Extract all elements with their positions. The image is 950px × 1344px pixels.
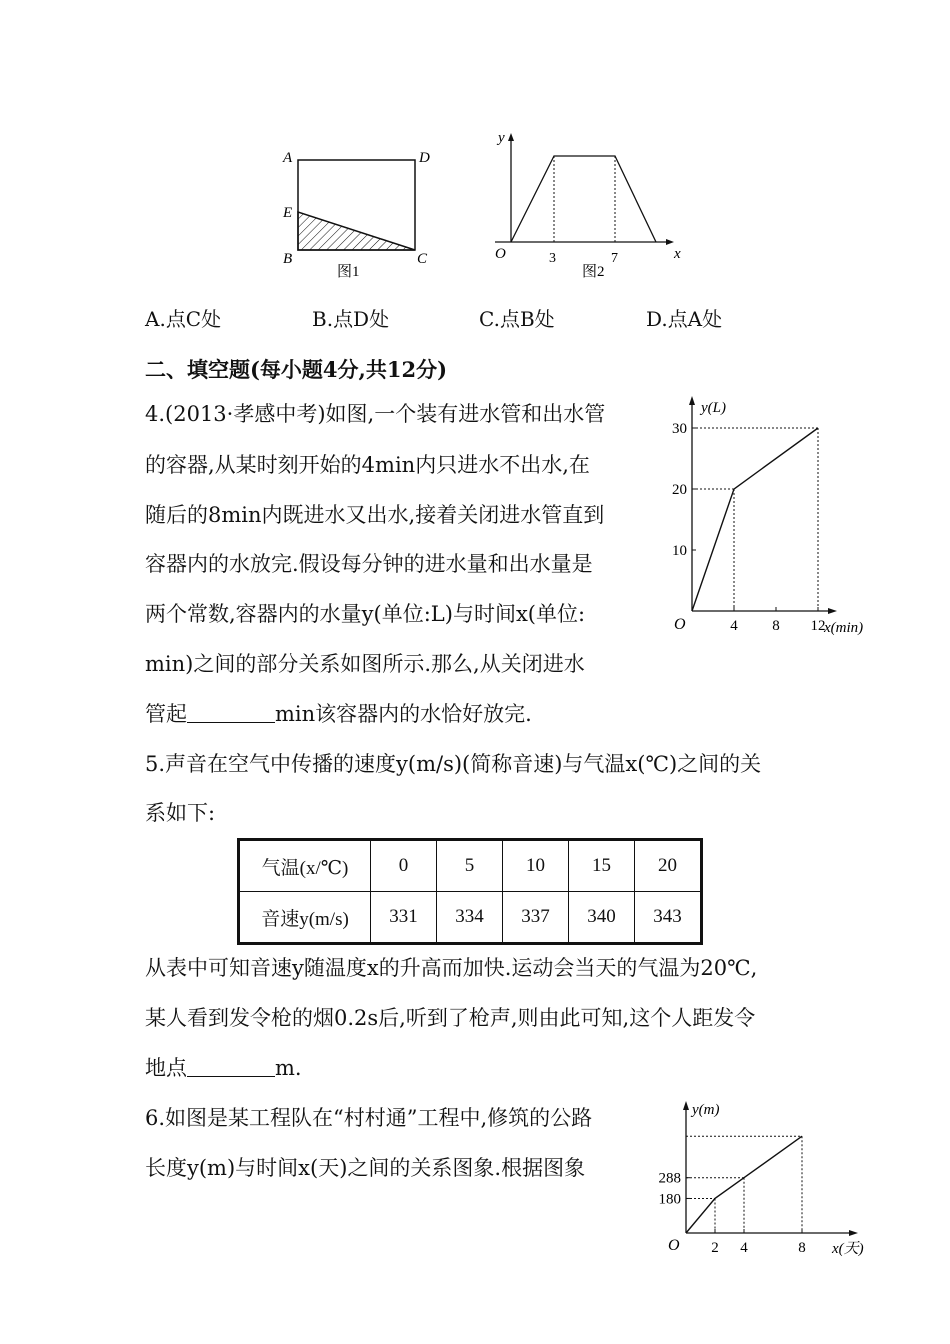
fig2-x-arrow xyxy=(666,239,674,245)
q4-line-5: 两个常数,容器内的水量y(单位:L)与时间x(单位: xyxy=(145,602,586,626)
chart2-y-label: y(m) xyxy=(692,1102,720,1118)
choice-d xyxy=(646,303,722,332)
fig2-tick-7: 7 xyxy=(611,251,618,266)
q4-line-6: min)之间的部分关系如图所示.那么,从关闭进水 xyxy=(145,652,585,676)
chart1-x-arrow xyxy=(828,608,837,614)
q4-line-2: 的容器,从某时刻开始的4min内只进水不出水,在 xyxy=(145,453,590,477)
q4-line-4: 容器内的水放完.假设每分钟的进水量和出水量是 xyxy=(145,552,593,576)
q5-before-blank: 地点 xyxy=(145,1056,187,1080)
q5-line-1: 5.声音在空气中传播的速度y(m/s)(简称音速)与气温x(℃)之间的关 xyxy=(145,752,762,776)
q5-line-4: 某人看到发令枪的烟0.2s后,听到了枪声,则由此可知,这个人距发令 xyxy=(145,1006,756,1030)
label-c: C xyxy=(417,251,428,267)
table-cell: 15 xyxy=(569,840,635,892)
sound-speed-table xyxy=(237,838,703,945)
fig2-y-label: y xyxy=(498,130,505,146)
fig2-y-arrow xyxy=(508,133,514,141)
table-header-label: 气温(x/℃) xyxy=(239,840,371,892)
section-heading: 二、填空题(每小题4分,共12分) xyxy=(145,357,448,382)
q5-after-blank: m. xyxy=(275,1056,302,1080)
label-d: D xyxy=(419,150,430,166)
q4-line-3: 随后的8min内既进水又出水,接着关闭进水管直到 xyxy=(145,503,605,527)
table-cell: 20 xyxy=(635,840,702,892)
q4-chart xyxy=(660,390,885,640)
table-row-label: 音速y(m/s) xyxy=(239,892,371,944)
table-cell: 5 xyxy=(437,840,503,892)
q5-answer-blank[interactable] xyxy=(187,1058,275,1077)
label-e: E xyxy=(283,205,293,221)
y-tick-label: 10 xyxy=(672,543,687,559)
x-tick-label: 2 xyxy=(711,1240,719,1256)
q5-line-5 xyxy=(145,1058,302,1079)
label-b: B xyxy=(283,251,293,267)
choice-letter: A. xyxy=(145,307,166,331)
q6-chart xyxy=(650,1095,880,1265)
choice-text: 点A处 xyxy=(667,307,723,331)
fig2-x-label: x xyxy=(674,246,681,262)
table-cell: 331 xyxy=(371,892,437,944)
x-tick-label: 12 xyxy=(810,618,826,634)
chart1-marks xyxy=(672,421,826,634)
choice-b xyxy=(312,303,389,332)
chart1-origin: O xyxy=(674,616,686,633)
y-tick-label: 30 xyxy=(672,421,687,437)
choice-c xyxy=(479,303,555,332)
choice-a xyxy=(145,303,221,332)
x-tick-label: 4 xyxy=(740,1240,748,1256)
fig2-origin: O xyxy=(495,246,506,262)
q4-before-blank: 管起 xyxy=(145,702,187,726)
fig1-caption: 图1 xyxy=(337,264,360,280)
table-row xyxy=(239,840,702,892)
table-cell: 0 xyxy=(371,840,437,892)
x-tick-label: 8 xyxy=(772,618,780,634)
x-tick-label: 8 xyxy=(798,1240,806,1256)
chart1-y-label: y(L) xyxy=(701,400,726,416)
q4-after-blank: min该容器内的水恰好放完. xyxy=(275,702,532,726)
choice-text: 点C处 xyxy=(165,307,222,331)
series-line xyxy=(692,428,818,611)
q6-line-2: 长度y(m)与时间x(天)之间的关系图象.根据图象 xyxy=(145,1156,586,1180)
chart2-origin: O xyxy=(668,1237,680,1254)
figure-1 xyxy=(275,140,445,285)
q4-line-1: 4.(2013·孝感中考)如图,一个装有进水管和出水管 xyxy=(145,402,606,426)
table-cell: 343 xyxy=(635,892,702,944)
table-row xyxy=(239,892,702,944)
q5-line-2: 系如下: xyxy=(145,801,216,825)
q6-line-1: 6.如图是某工程队在“村村通”工程中,修筑的公路 xyxy=(145,1106,593,1130)
choice-letter: B. xyxy=(312,307,334,331)
choice-text: 点D处 xyxy=(333,307,390,331)
table-cell: 334 xyxy=(437,892,503,944)
chart2-x-arrow xyxy=(849,1230,858,1236)
q4-line-7 xyxy=(145,704,532,725)
table-cell: 340 xyxy=(569,892,635,944)
shaded-triangle xyxy=(298,212,415,250)
fig2-caption: 图2 xyxy=(582,264,605,280)
x-tick-label: 4 xyxy=(730,618,738,634)
table-cell: 10 xyxy=(503,840,569,892)
figure-2 xyxy=(490,125,690,285)
choice-letter: D. xyxy=(646,307,668,331)
q5-line-3: 从表中可知音速y随温度x的升高而加快.运动会当天的气温为20℃, xyxy=(145,956,758,980)
table-cell: 337 xyxy=(503,892,569,944)
label-a: A xyxy=(283,150,293,166)
fig2-graph-line xyxy=(511,156,656,242)
y-tick-label: 180 xyxy=(658,1191,681,1208)
q4-answer-blank[interactable] xyxy=(187,704,275,723)
fig2-tick-3: 3 xyxy=(549,251,556,266)
chart2-marks xyxy=(659,1136,806,1256)
chart2-y-arrow xyxy=(683,1101,689,1110)
chart2-x-label: x(天) xyxy=(832,1241,864,1257)
choice-text: 点B处 xyxy=(499,307,555,331)
y-tick-label: 20 xyxy=(672,482,687,498)
chart1-x-label: x(min) xyxy=(824,620,864,636)
chart1-y-arrow xyxy=(689,396,695,405)
choice-letter: C. xyxy=(479,307,500,331)
y-tick-label: 288 xyxy=(658,1170,681,1187)
